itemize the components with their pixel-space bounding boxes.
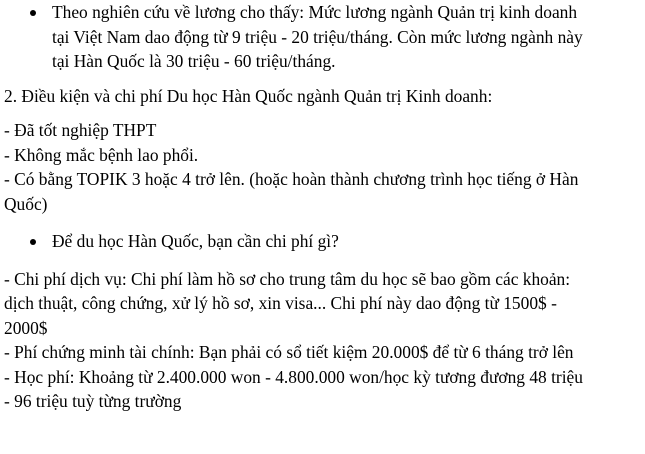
- service-cost-line-2: dịch thuật, công chứng, xử lý hồ sơ, xin visa... Chi phí này dao động từ 1500$ -: [4, 293, 557, 313]
- requirement-topik-line-2: Quốc): [4, 193, 48, 214]
- salary-line-2: tại Việt Nam dao động từ 9 triệu - 20 triệu/tháng. Còn mức lương ngành này: [52, 26, 583, 47]
- costs-list: [4, 267, 638, 414]
- salary-line-1: Theo nghiên cứu về lương cho thấy: Mức lương ngành Quản trị kinh doanh: [52, 2, 578, 22]
- requirements-list: [4, 118, 638, 216]
- bullet-dot-icon: [30, 10, 36, 16]
- requirement-health: - Không mắc bệnh lao phổi.: [4, 144, 199, 165]
- document-body: [4, 0, 638, 414]
- section-heading: [4, 84, 638, 109]
- requirement-graduated: - Đã tốt nghiệp THPT: [4, 120, 157, 140]
- salary-paragraph: [52, 0, 638, 74]
- salary-bullet: [4, 0, 638, 74]
- requirement-topik-line-1: - Có bằng TOPIK 3 hoặc 4 trở lên. (hoặc hoàn thành chương trình học tiếng ở Hàn: [4, 169, 579, 189]
- costs-question: [52, 229, 638, 254]
- salary-line-3: tại Hàn Quốc là 30 triệu - 60 triệu/tháng.: [52, 51, 336, 71]
- bullet-dot-icon: [30, 239, 36, 245]
- tuition-line-2: - 96 triệu tuỳ từng trường: [4, 391, 182, 411]
- service-cost-line-3: 2000$: [4, 317, 48, 338]
- tuition-line-1: - Học phí: Khoảng từ 2.400.000 won - 4.800.000 won/học kỳ tương đương 48 triệu: [4, 366, 583, 387]
- costs-bullet: [4, 229, 638, 254]
- finance-proof-cost: - Phí chứng minh tài chính: Bạn phải có sổ tiết kiệm 20.000$ để từ 6 tháng trở lên: [4, 342, 574, 362]
- section-heading-text: 2. Điều kiện và chi phí Du học Hàn Quốc ngành Quản trị Kinh doanh:: [4, 85, 493, 106]
- service-cost-line-1: - Chi phí dịch vụ: Chi phí làm hồ sơ cho trung tâm du học sẽ bao gồm các khoản:: [4, 268, 571, 289]
- costs-question-text: Để du học Hàn Quốc, bạn cần chi phí gì?: [52, 231, 339, 251]
